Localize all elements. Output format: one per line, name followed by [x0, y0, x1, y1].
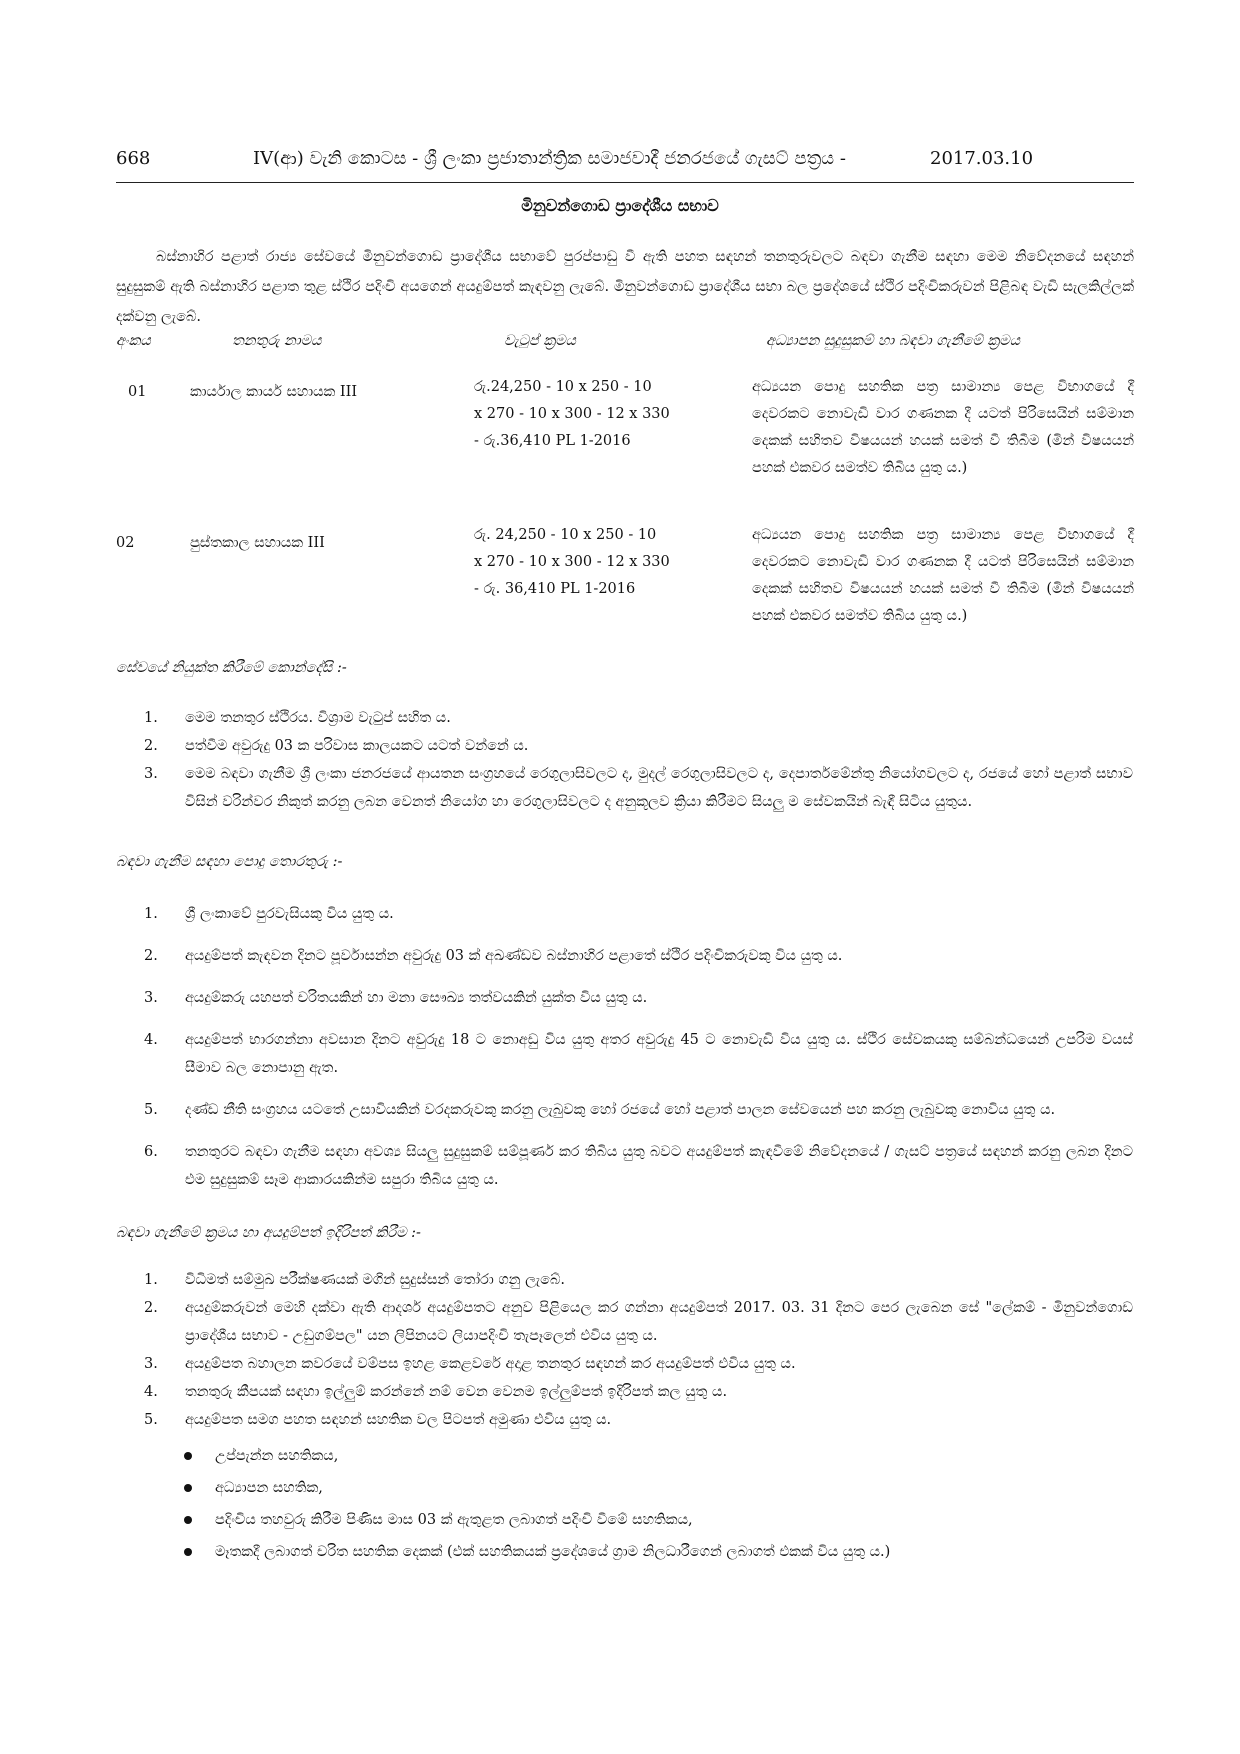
list-item: අධ්‍යාපන සහතික, [0, 1472, 1240, 1504]
row-number: 01 [128, 384, 147, 400]
row-post-name: කාර්යාල කාර්ය සහායක III [190, 384, 358, 400]
list-item: 3. මෙම බඳවා ගැනීම ශ්‍රී ලංකා ජනරජයේ ආයතන සංග්‍රහයේ රෙගුලාසිවලට ද, මුදල් රෙගුලාසිවලට ද, දෙපාර්තමේන්තු නියෝගවලට ද, රජයේ හෝ පළාත් සභාව විසින් වරින්වර නිකුත් කරනු ලබන වෙනත් නියෝග හා රෙගුලාසිවලට ද අනුකූලව ක්‍රියා කිරීමට සියලු ම සේවකයින් බැඳී සිටිය යුතුය. [144, 766, 1133, 810]
list-item: 3. අයදුම්පත බහාලන කවරයේ වම්පස ඉහළ කෙළවරේ අදාළ තනතුර සඳහන් කර අයදුම්පත් එවිය යුතු ය. [144, 1356, 796, 1372]
list-item: 2. අයදුම්පත් කැඳවන දිනට පූර්වාසන්න අවුරුදු 03 ක් අඛණ්ඩව බස්නාහිර පළාතේ ස්ථිර පදිංචිකරුවකු විය යුතු ය. [144, 948, 843, 964]
page-number: 668 [116, 148, 151, 169]
list-item: 4. අයදුම්පත් භාරගන්නා අවසාන දිනට අවුරුදු 18 ට නොඅඩු විය යුතු අතර අවුරුදු 45 ට නොවැඩි විය යුතු ය. ස්ථිර සේවකයකු සම්බන්ධයෙන් උපරිම වයස් සීමාව බල නොපානු ඇත. [144, 1032, 1133, 1076]
list-item: මෑතකදී ලබාගත් චරිත සහතික දෙකක් (එක් සහතිකයක් ප්‍රදේශයේ ග්‍රාම නිලධාරීගෙන් ලබාගත් එකක් විය යුතු ය.) [0, 1536, 1240, 1568]
row-qualification: අධ්‍යයන පොදු සහතික පත්‍ර සාමාන්‍ය පෙළ විභාගයේ දී දෙවරකට නොවැඩි වාර ගණනක දී යටත් පිරිසෙයින් සම්මාන දෙකක් සහිතව විෂයයන් හයක් සමත් වී තිබීම (මින් විෂයයන් පහක් එකවර සමත්ව තිබිය යුතු ය.) [752, 379, 1134, 476]
row-salary: රු.24,250 - 10 x 250 - 10 x 270 - 10 x 300 - 12 x 330 - රු.36,410 PL 1-2016 [474, 379, 670, 449]
list-item: පදිංචිය තහවුරු කිරීම පිණිස මාස 03 ක් ඇතුළත ලබාගත් පදිංචි වීමේ සහතිකය, [0, 1504, 1240, 1536]
row-number: 02 [116, 535, 135, 551]
bullet-icon [184, 1484, 192, 1492]
col-header-number: අංකය [116, 333, 151, 349]
list-item: 2. පත්වීම අවුරුදු 03 ක පරිවාස කාලයකට යටත් වන්නේ ය. [144, 738, 529, 754]
method-list [0, 1266, 1240, 1434]
row-post-name: පුස්තකාල සහායක III [190, 535, 325, 551]
header-rule [116, 182, 1134, 183]
col-header-post: තනතුරු නාමය [232, 333, 322, 349]
list-item: 5. අයදුම්පත සමග පහත සඳහන් සහතික වල පිටපත් අමුණා එවිය යුතු ය. [144, 1412, 612, 1428]
list-item: 5. දණ්ඩ නීති සංග්‍රහය යටතේ උසාවියකින් වරදකරුවකු කරනු ලැබුවකු හෝ රජයේ හෝ පළාත් පාලන සේවයෙන් පහ කරනු ලැබුවකු නොවිය යුතු ය. [144, 1102, 1056, 1118]
list-item: 4. තනතුරු කීපයක් සඳහා ඉල්ලුම් කරන්නේ නම් වෙන වෙනම ඉල්ලුම්පත් ඉදිරිපත් කල යුතු ය. [144, 1384, 728, 1400]
list-item: 1. මෙම තනතුර ස්ථිරය. විශ්‍රාම වැටුප් සහිත ය. [144, 710, 451, 726]
list-item: උප්පැන්න සහතිකය, [0, 1440, 1240, 1472]
bullet-icon [184, 1516, 192, 1524]
list-item: 6. තනතුරට බඳවා ගැනීම සඳහා අවශ්‍ය සියලු සුදුසුකම් සම්පූර්ණ කර තිබිය යුතු බවට අයදුම්පත් කැඳවීමේ නිවේදනයේ / ගැසට් පත්‍රයේ සඳහන් කරනු ලබන දිනට එම සුදුසුකම් සෑම ආකාරයකින්ම සපුරා තිබිය යුතු ය. [144, 1144, 1133, 1188]
intro-paragraph: බස්නාහිර පළාත් රාජ්‍ය සේවයේ මිනුවන්ගොඩ ප්‍රාදේශීය සභාවේ පුරප්පාඩු වී ඇති පහත සඳහන් තනතුරුවලට බඳවා ගැනීම සඳහා මෙම නිවේදනයේ සඳහන් සුදුසුකම් ඇති බස්නාහිර පළාත තුළ ස්ථිර පදිංචි අයගෙන් අයදුම්පත් කැඳවනු ලැබේ. මිනුවන්ගොඩ ප්‍රාදේශීය සභා බල ප්‍රදේශයේ ස්ථිර පදිංචිකරුවන් පිළිබඳ වැඩි සැලකිල්ලක් දක්වනු ලැබේ. [116, 249, 1134, 325]
section-heading-conditions: සේවයේ නියුක්ත කිරීමේ කොන්දේසි :- [116, 660, 347, 676]
list-item: 3. අයදුම්කරු යහපත් චරිතයකින් හා මනා සෞඛ්‍ය තත්වයකින් යුක්ත විය යුතු ය. [144, 990, 648, 1006]
list-item: 1. ශ්‍රී ලංකාවේ පුරවැසියකු විය යුතු ය. [144, 906, 394, 922]
conditions-list [0, 704, 1240, 816]
col-header-qualification: අධ්‍යාපන සුදුසුකම් හා බඳවා ගැනීමේ ක්‍රමය [766, 333, 1021, 349]
notice-title: මිනුවන්ගොඩ ප්‍රාදේශීය සභාව [521, 196, 719, 215]
col-header-salary: වැටුප් ක්‍රමය [504, 333, 576, 349]
attachments-list [0, 1440, 1240, 1568]
section-heading-general: බඳවා ගැනීම සඳහා පොදු තොරතුරු :- [116, 854, 343, 870]
row-qualification: අධ්‍යයන පොදු සහතික පත්‍ර සාමාන්‍ය පෙළ විභාගයේ දී දෙවරකට නොවැඩි වාර ගණනක දී යටත් පිරිසෙයින් සම්මාන දෙකක් සහිතව විෂයයන් හයක් සමත් වී තිබීම (මින් විෂයයන් පහක් එකවර සමත්ව තිබිය යුතු ය.) [752, 527, 1134, 624]
general-list [0, 900, 1240, 1194]
row-salary: රු. 24,250 - 10 x 250 - 10 x 270 - 10 x 300 - 12 x 330 - රු. 36,410 PL 1-2016 [474, 527, 670, 597]
list-item: 2. අයදුම්කරුවන් මෙහි දක්වා ඇති ආදර්ශ අයදුම්පතට අනුව පිළියෙල කර ගන්නා අයදුම්පත් 2017. 03. 31 දිනට පෙර ලැබෙන සේ "ලේකම් - මිනුවන්ගොඩ ප්‍රාදේශීය සභාව - උඩුගම්පල" යන ලිපිනයට ලියාපදිංචි තැපෑලෙන් එවිය යුතු ය. [144, 1300, 1133, 1344]
gazette-part-title: IV(ආ) වැනි කොටස - ශ්‍රී ලංකා ප්‍රජාතාන්ත්‍රික සමාජවාදී ජනරජයේ ගැසට් පත්‍රය - [253, 148, 846, 169]
list-item: 1. විධිමත් සම්මුඛ පරීක්ෂණයක් මගින් සුදුස්සන් තෝරා ගනු ලැබේ. [144, 1272, 566, 1288]
section-heading-method: බඳවා ගැනීමේ ක්‍රමය හා අයදුම්පත් ඉදිරිපත් කිරීම :- [116, 1225, 421, 1241]
bullet-icon [184, 1452, 192, 1460]
bullet-icon [184, 1548, 192, 1556]
gazette-date: 2017.03.10 [930, 148, 1034, 169]
